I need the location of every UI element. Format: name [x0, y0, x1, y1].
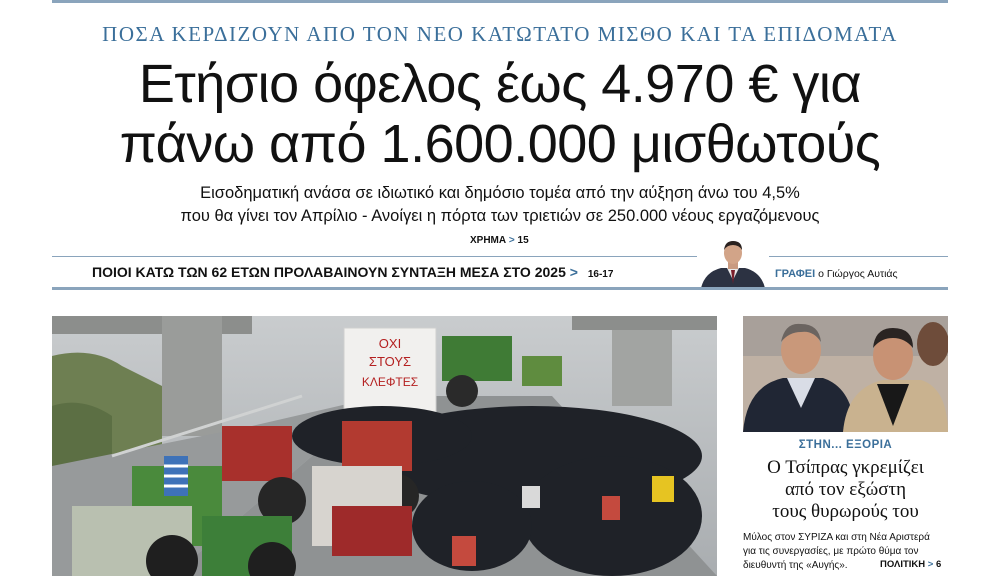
- headline-line-2: πάνω από 1.600.000 μισθωτούς: [119, 114, 881, 174]
- side-story-kicker: ΣΤΗΝ... ΕΞΟΡΙΑ: [798, 439, 893, 451]
- banner-line-2: ΣΤΟΥΣ: [368, 354, 412, 369]
- ref-page: 15: [517, 235, 529, 246]
- side-body-line-1: Μύλος στον ΣΥΡΙΖΑ και στη Νέα Αριστερά: [743, 532, 930, 543]
- page-reference-main[interactable]: [470, 235, 529, 246]
- strap-text: ΠΟΙΟΙ ΚΑΤΩ ΤΩΝ 62 ΕΤΩΝ ΠΡΟΛΑΒΑΙΝΟΥΝ ΣΥΝΤΑΞΗ ΜΕΣΑ ΣΤΟ 2025: [92, 264, 566, 280]
- main-headline[interactable]: [0, 54, 1000, 174]
- top-rule: [52, 0, 948, 3]
- strap-headline[interactable]: [92, 264, 613, 280]
- author-credit[interactable]: [775, 268, 898, 280]
- side-head-line-2: από τον εξώστη: [784, 479, 907, 500]
- side-ref-page: 6: [935, 559, 942, 570]
- author-name: ο Γιώργος Αυτιάς: [818, 268, 898, 280]
- side-story-headline[interactable]: [743, 457, 948, 523]
- deck-line-1: Εισοδηματική ανάσα σε ιδιωτικό και δημόσιο τομέα από την αύξηση άνω του 4,5%: [200, 184, 800, 202]
- side-ref-arrow-icon: >: [927, 559, 934, 570]
- ref-section: ΧΡΗΜΑ: [470, 235, 507, 246]
- side-head-line-1: Ο Τσίπρας γκρεμίζει: [767, 457, 924, 478]
- side-body-line-2: για τις συνεργασίες, με πρώτο θύμα τον: [743, 546, 919, 557]
- banner-line-3: ΚΛΕΦΤΕΣ: [361, 375, 419, 389]
- main-photo-farmers-protest[interactable]: [52, 316, 717, 576]
- banner-line-1: ΟΧΙ: [378, 336, 402, 351]
- side-photo-tsipras[interactable]: [743, 316, 948, 432]
- author-portrait: [697, 238, 769, 288]
- side-page-reference[interactable]: [880, 559, 941, 570]
- side-head-line-3: τους θυρωρούς του: [772, 501, 919, 522]
- side-body-line-3: διευθυντή της «Αυγής».: [743, 560, 848, 571]
- author-label: ΓΡΑΦΕΙ: [775, 268, 816, 280]
- headline-kicker: ΠΟΣΑ ΚΕΡΔΙΖΟΥΝ ΑΠΟ ΤΟΝ ΝΕΟ ΚΑΤΩΤΑΤΟ ΜΙΣΘΟ ΚΑΙ ΤΑ ΕΠΙΔΟΜΑΤΑ: [102, 22, 898, 46]
- strap-arrow-icon: >: [569, 264, 578, 280]
- headline-line-1: Ετήσιο όφελος έως 4.970 € για: [138, 54, 862, 114]
- deck-line-2: που θα γίνει τον Απρίλιο - Ανοίγει η πόρτα των τριετιών σε 250.000 νέους εργαζόμενους: [180, 207, 820, 225]
- section-divider-rule: [52, 287, 948, 290]
- strap-top-rule: [52, 256, 948, 257]
- ref-arrow-icon: >: [508, 235, 515, 246]
- strap-pages: 16-17: [587, 269, 614, 280]
- side-ref-section: ΠΟΛΙΤΙΚΗ: [880, 559, 926, 570]
- headline-deck: [0, 182, 1000, 228]
